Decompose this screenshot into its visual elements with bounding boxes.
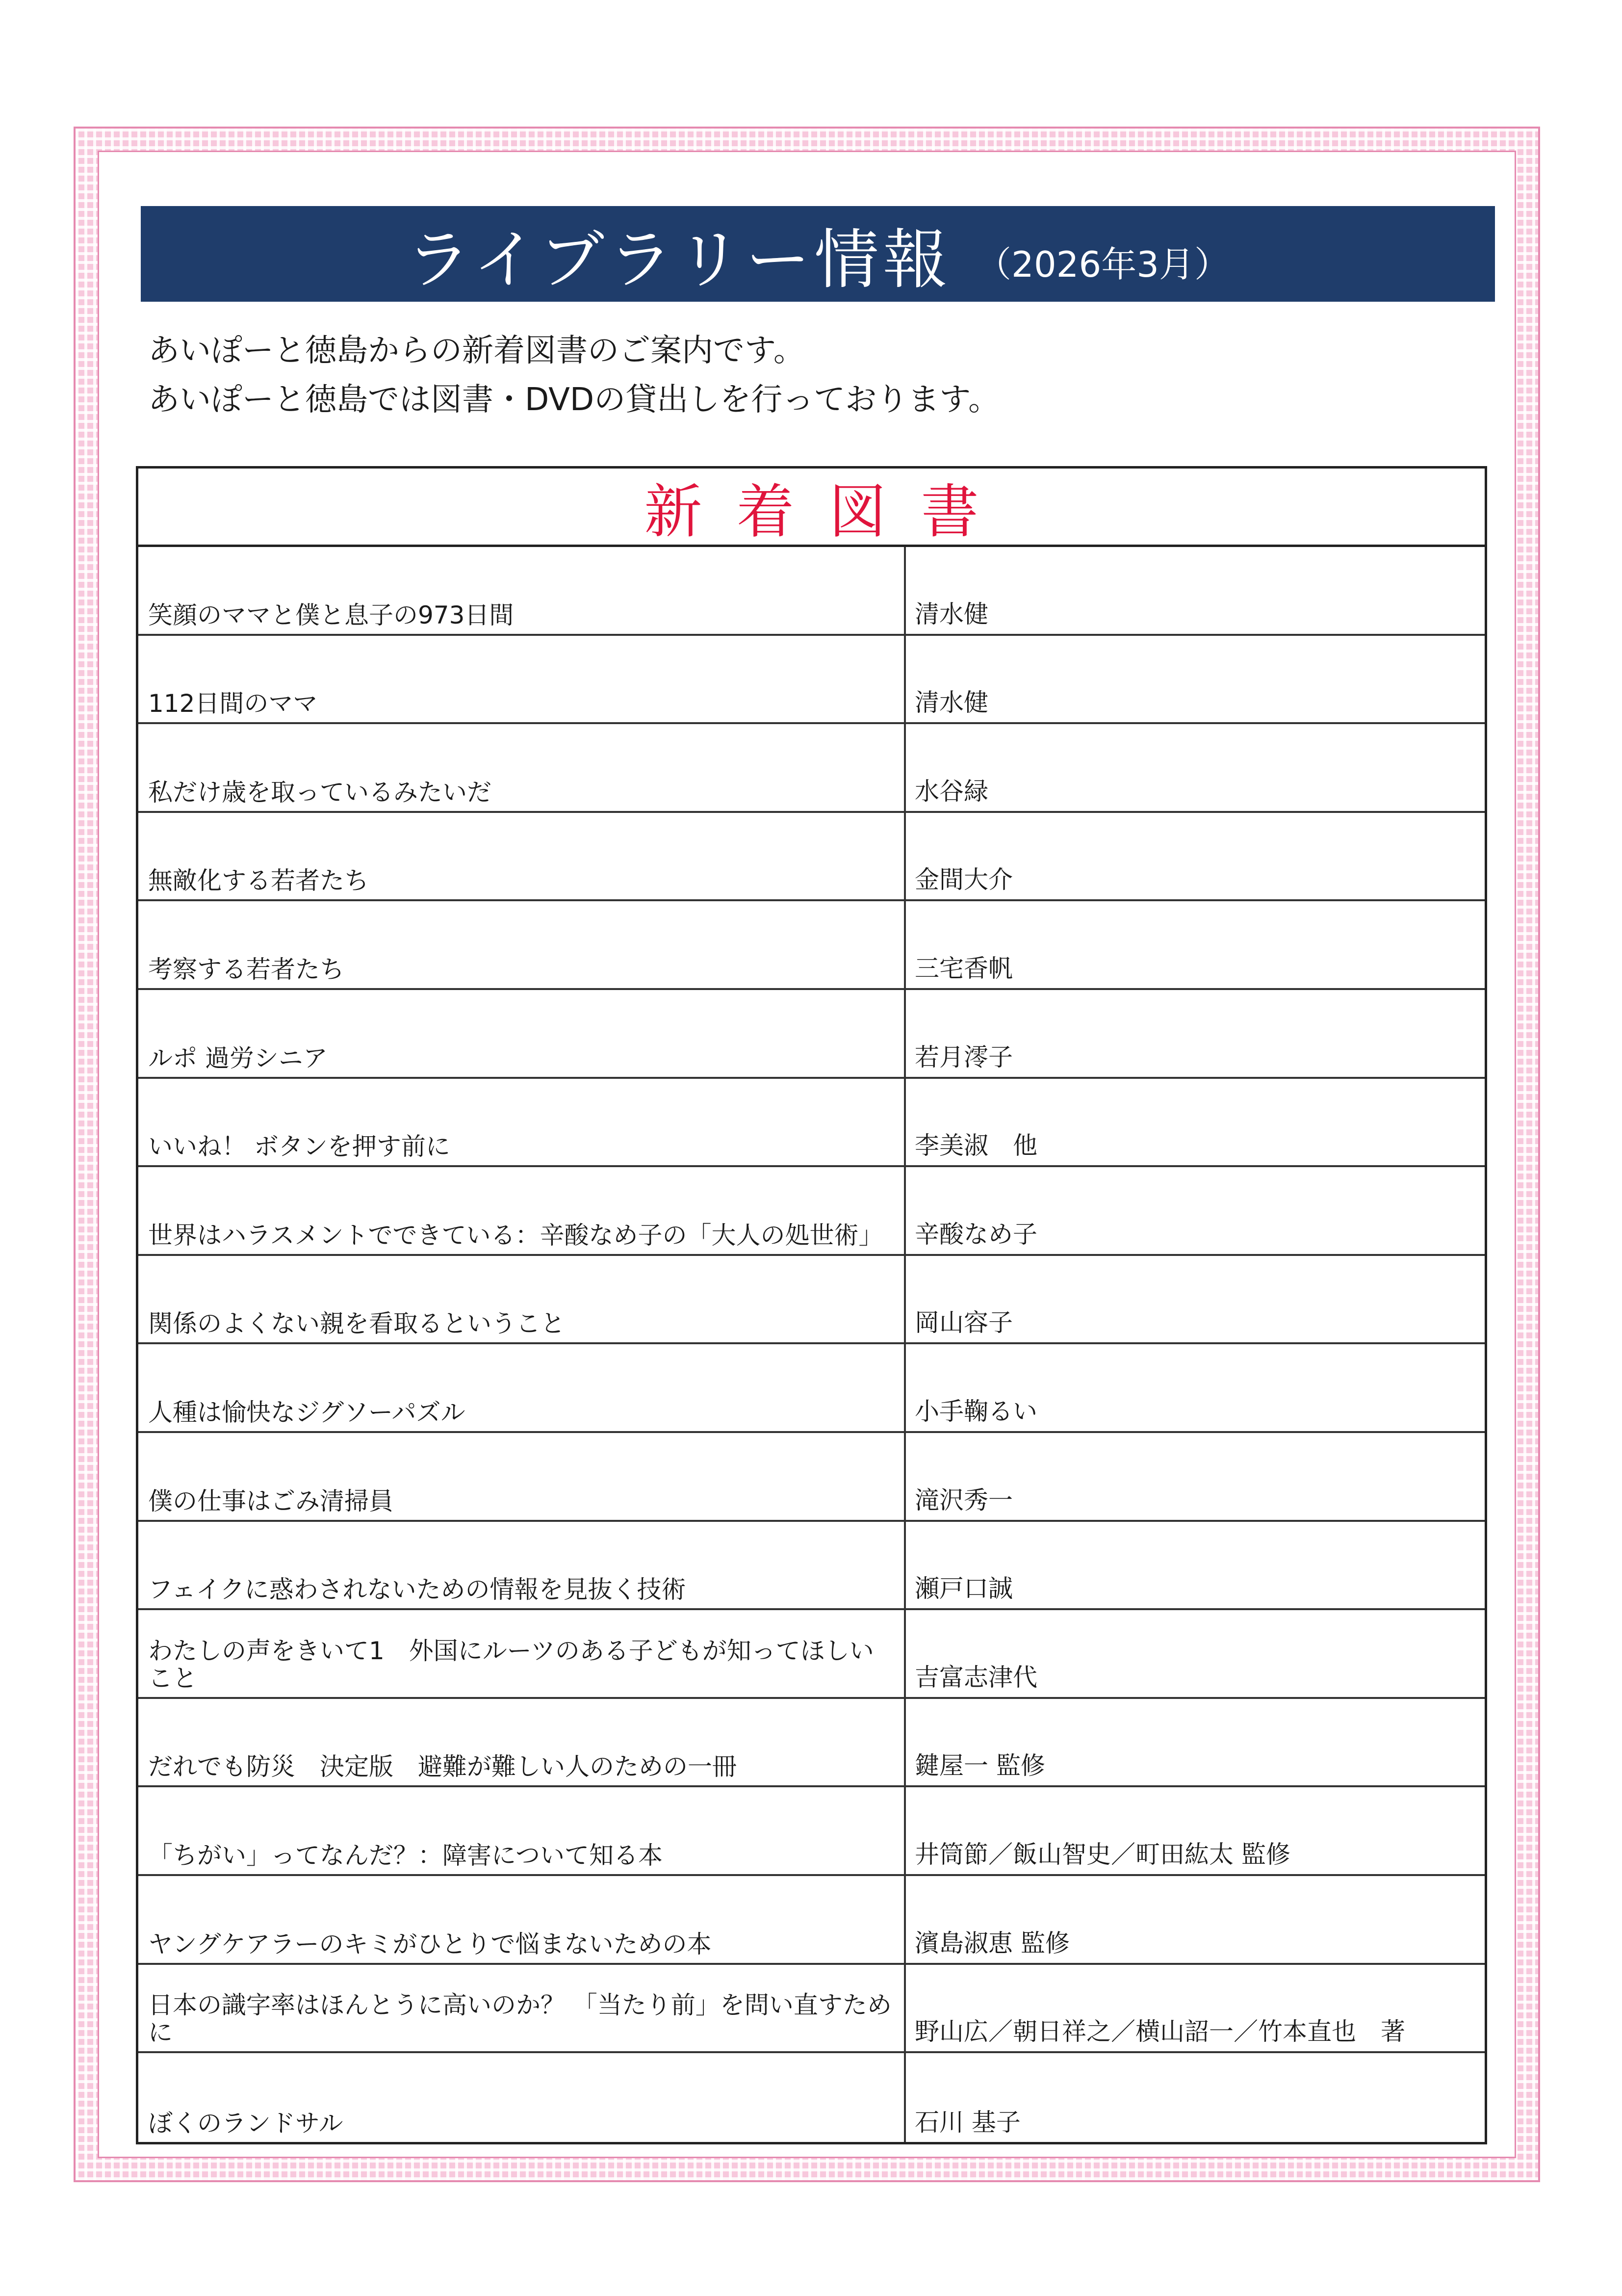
decorative-frame bbox=[74, 127, 1540, 2182]
book-title-cell bbox=[138, 990, 906, 1077]
book-author: 野山広／朝日祥之／横山詔一／竹本直也 著 bbox=[915, 2017, 1405, 2046]
table-row bbox=[138, 1965, 1485, 2054]
book-title: わたしの声をきいて1 外国にルーツのある子どもが知ってほしいこと bbox=[148, 1636, 874, 1693]
book-author: 石川 基子 bbox=[915, 2108, 1021, 2137]
intro-text bbox=[148, 326, 1000, 424]
book-author: 金間大介 bbox=[915, 865, 1013, 894]
book-author: 小手鞠るい bbox=[915, 1397, 1037, 1426]
book-author: 吉富志津代 bbox=[915, 1663, 1037, 1692]
book-title: ぼくのランドサル bbox=[148, 2109, 343, 2138]
table-row bbox=[138, 636, 1485, 725]
book-title: 僕の仕事はごみ清掃員 bbox=[148, 1487, 393, 1515]
book-title: 無敵化する若者たち bbox=[148, 866, 369, 895]
page-content bbox=[98, 151, 1516, 2158]
table-row bbox=[138, 1079, 1485, 1168]
book-title: 考察する若者たち bbox=[148, 955, 344, 984]
table-body bbox=[138, 547, 1485, 2142]
book-title: フェイクに惑わされないための情報を見抜く技術 bbox=[148, 1575, 686, 1604]
table-heading: 新着図書 bbox=[138, 469, 1485, 547]
book-title: 私だけ歳を取っているみたいだ bbox=[148, 778, 491, 807]
book-author: 李美淑 他 bbox=[915, 1131, 1037, 1160]
table-row bbox=[138, 901, 1485, 990]
new-books-table bbox=[136, 466, 1487, 2144]
book-title-cell bbox=[138, 1344, 906, 1431]
book-title-cell bbox=[138, 1610, 906, 1697]
book-title: 世界はハラスメントでできている：辛酸なめ子の「大人の処世術」 bbox=[148, 1221, 883, 1250]
book-title: 人種は愉快なジグソーパズル bbox=[148, 1398, 465, 1427]
book-author: 清水健 bbox=[915, 600, 988, 628]
book-title-cell bbox=[138, 1167, 906, 1254]
title-banner bbox=[141, 206, 1495, 302]
page-title: ライブラリー情報 bbox=[406, 222, 952, 298]
book-author: 鍵屋一 監修 bbox=[915, 1751, 1045, 1780]
table-row bbox=[138, 1344, 1485, 1433]
book-title-cell bbox=[138, 1522, 906, 1609]
book-title-cell bbox=[138, 901, 906, 988]
book-author: 濱島淑恵 監修 bbox=[915, 1929, 1070, 1957]
book-title-cell bbox=[138, 2053, 906, 2142]
book-author: 瀬戸口誠 bbox=[915, 1574, 1013, 1603]
table-row bbox=[138, 1522, 1485, 1611]
book-title-cell bbox=[138, 813, 906, 900]
table-row bbox=[138, 547, 1485, 636]
intro-line-2: あいぽーと徳島では図書・DVDの貸出しを行っております。 bbox=[148, 382, 1000, 418]
book-title-cell bbox=[138, 1079, 906, 1166]
book-title: 112日間のママ bbox=[148, 689, 318, 718]
table-row bbox=[138, 1699, 1485, 1788]
book-author: 清水健 bbox=[915, 688, 988, 717]
table-row bbox=[138, 724, 1485, 813]
book-title-cell bbox=[138, 724, 906, 811]
table-row bbox=[138, 2053, 1485, 2142]
book-title: 笑顔のママと僕と息子の973日間 bbox=[148, 600, 514, 629]
table-row bbox=[138, 1433, 1485, 1522]
book-author: 井筒節／飯山智史／町田紘太 監修 bbox=[915, 1840, 1290, 1869]
book-title-cell bbox=[138, 1787, 906, 1874]
book-title: ルポ 過労シニア bbox=[148, 1044, 328, 1072]
book-author: 滝沢秀一 bbox=[915, 1486, 1013, 1514]
table-row bbox=[138, 1787, 1485, 1876]
table-row bbox=[138, 1876, 1485, 1965]
book-title-cell bbox=[138, 1876, 906, 1963]
book-title: ヤングケアラーのキミがひとりで悩まないための本 bbox=[148, 1930, 712, 1958]
book-title: いいね！ ボタンを押す前に bbox=[148, 1132, 450, 1161]
book-title: だれでも防災 決定版 避難が難しい人のための一冊 bbox=[148, 1752, 737, 1781]
table-row bbox=[138, 1167, 1485, 1256]
book-title-cell bbox=[138, 547, 906, 634]
book-title: 関係のよくない親を看取るということ bbox=[148, 1309, 565, 1338]
book-title-cell bbox=[138, 1699, 906, 1786]
book-title-cell bbox=[138, 1256, 906, 1343]
book-author: 辛酸なめ子 bbox=[915, 1220, 1037, 1249]
book-title-cell bbox=[138, 636, 906, 723]
issue-date: （2026年3月） bbox=[976, 243, 1230, 285]
intro-line-1: あいぽーと徳島からの新着図書のご案内です。 bbox=[148, 333, 805, 369]
table-row bbox=[138, 990, 1485, 1079]
table-row bbox=[138, 1256, 1485, 1345]
book-author: 若月澪子 bbox=[915, 1043, 1013, 1071]
book-title: 「ちがい」ってなんだ？：障害について知る本 bbox=[148, 1841, 663, 1870]
book-author: 水谷緑 bbox=[915, 777, 988, 806]
book-author: 岡山容子 bbox=[915, 1308, 1013, 1337]
book-title-cell bbox=[138, 1965, 906, 2052]
table-row bbox=[138, 813, 1485, 902]
book-author: 三宅香帆 bbox=[915, 954, 1013, 983]
table-row bbox=[138, 1610, 1485, 1699]
book-title: 日本の識字率はほんとうに高いのか？ 「当たり前」を問い直すために bbox=[148, 1991, 892, 2047]
book-title-cell bbox=[138, 1433, 906, 1520]
